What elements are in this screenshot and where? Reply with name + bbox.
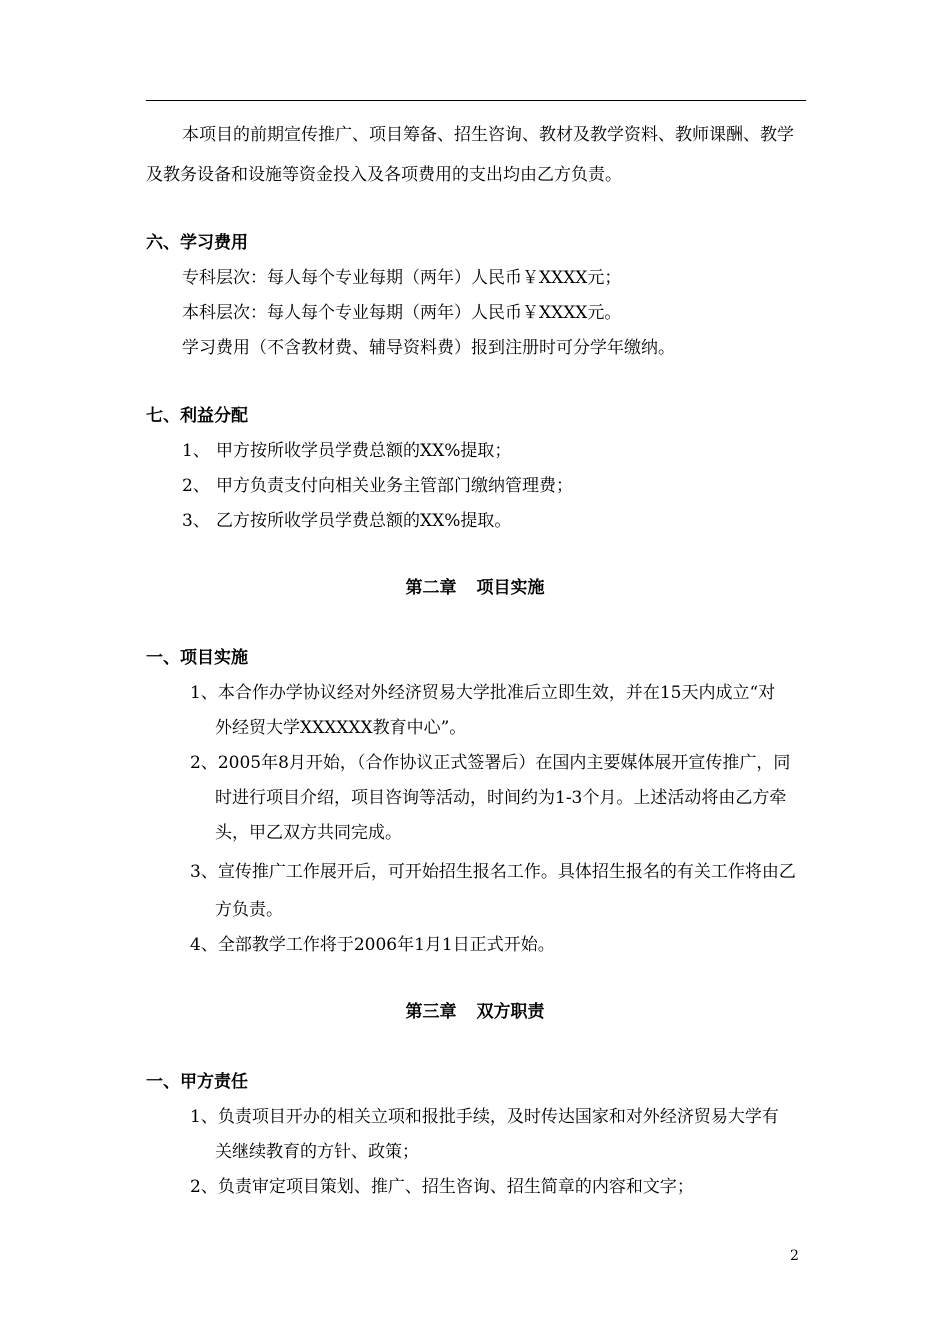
section-heading-profit: 七、利益分配 xyxy=(146,406,248,426)
intro-line-1: 本项目的前期宣传推广、项目筹备、招生咨询、教材及教学资料、教师课酬、教学 xyxy=(182,125,794,145)
impl-item-3-line-1: 3、宣传推广工作展开后，可开始招生报名工作。具体招生报名的有关工作将由乙 xyxy=(190,862,796,882)
impl-item-2-line-2: 时进行项目介绍，项目咨询等活动，时间约为1-3个月。上述活动将由乙方牵 xyxy=(215,788,787,808)
fees-line-3: 学习费用（不含教材费、辅导资料费）报到注册时可分学年缴纳。 xyxy=(182,338,675,358)
impl-item-1-line-2: 外经贸大学XXXXXX教育中心”。 xyxy=(215,718,467,738)
page-number: 2 xyxy=(790,1248,799,1264)
impl-item-2-line-1: 2、2005年8月开始，（合作协议正式签署后）在国内主要媒体展开宣传推广，同 xyxy=(190,753,791,773)
profit-item-3 xyxy=(182,511,511,531)
section-heading-fees: 六、学习费用 xyxy=(146,233,248,253)
profit-item-2 xyxy=(182,476,573,496)
intro-line-2: 及教务设备和设施等资金投入及各项费用的支出均由乙方负责。 xyxy=(146,165,622,185)
fees-line-2: 本科层次：每人每个专业每期（两年）人民币￥XXXX元。 xyxy=(182,303,622,323)
header-rule xyxy=(146,100,806,101)
impl-item-3-line-2: 方负责。 xyxy=(215,900,283,920)
chapter-2-label: 第二章 xyxy=(405,578,457,598)
section-heading-implementation: 一、项目实施 xyxy=(146,648,248,668)
impl-item-4-line-1: 4、全部教学工作将于2006年1月1日正式开始。 xyxy=(190,935,555,955)
profit-item-text: 甲方负责支付向相关业务主管部门缴纳管理费； xyxy=(216,476,573,496)
duty-item-1-line-1: 1、负责项目开办的相关立项和报批手续，及时传达国家和对外经济贸易大学有 xyxy=(190,1107,779,1127)
impl-item-1-line-1: 1、本合作办学协议经对外经济贸易大学批准后立即生效，并在15天内成立“对 xyxy=(190,683,776,703)
profit-item-number: 3、 xyxy=(182,511,210,531)
chapter-2-title: 项目实施 xyxy=(476,578,545,598)
chapter-3-title: 双方职责 xyxy=(476,1002,545,1022)
fees-line-1: 专科层次：每人每个专业每期（两年）人民币￥XXXX元； xyxy=(182,268,622,288)
profit-item-text: 甲方按所收学员学费总额的XX%提取； xyxy=(216,441,512,461)
profit-item-number: 1、 xyxy=(182,441,210,461)
chapter-3-heading xyxy=(0,1002,950,1022)
profit-item-number: 2、 xyxy=(182,476,210,496)
chapter-2-heading xyxy=(0,578,950,598)
duty-item-2-line-1: 2、负责审定项目策划、推广、招生咨询、招生简章的内容和文字； xyxy=(190,1177,694,1197)
section-heading-party-a: 一、甲方责任 xyxy=(146,1072,248,1092)
chapter-3-label: 第三章 xyxy=(405,1002,457,1022)
profit-item-1 xyxy=(182,441,511,461)
profit-item-text: 乙方按所收学员学费总额的XX%提取。 xyxy=(216,511,512,531)
duty-item-1-line-2: 关继续教育的方针、政策； xyxy=(215,1142,419,1162)
impl-item-2-line-3: 头，甲乙双方共同完成。 xyxy=(215,823,402,843)
